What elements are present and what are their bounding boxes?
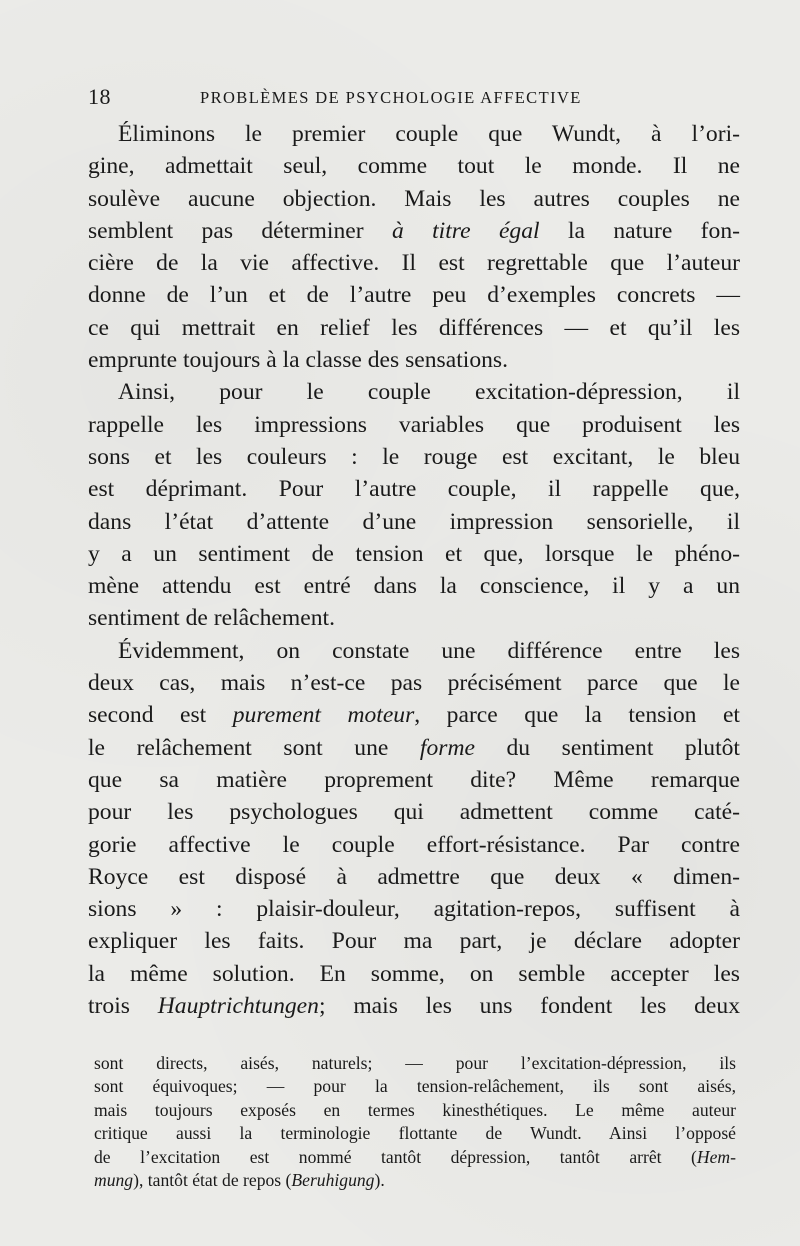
text-segment: deux cas, mais n’est-ce pas précisément parce que le (88, 670, 740, 697)
text-segment: sont directs, aisés, naturels; — pour l’excitation-dépression, ils (94, 1053, 736, 1073)
text-segment: second est (88, 702, 233, 729)
footnote-line (94, 1099, 736, 1122)
footnote-line (94, 1169, 736, 1192)
text-segment: expliquer les faits. Pour ma part, je déclare adopter (88, 928, 740, 955)
text-segment: cière de la vie affective. Il est regrettable que l’auteur (88, 250, 740, 277)
text-segment: le relâchement sont une (88, 734, 420, 761)
text-segment: sentiment de relâchement. (88, 605, 335, 632)
italic-text: Beruhigung (291, 1169, 375, 1190)
running-title: PROBLÈMES DE PSYCHOLOGIE AFFECTIVE (200, 88, 582, 107)
text-segment: Évidemment, on constate une différence entre les (118, 637, 740, 664)
text-segment: Royce est disposé à admettre que deux « dimen- (88, 863, 740, 890)
text-segment: Ainsi, pour le couple excitation-dépression, il (118, 379, 740, 406)
text-segment: y a un sentiment de tension et que, lorsque le phéno- (88, 540, 740, 567)
text-segment: sons et les couleurs : le rouge est excitant, le bleu (88, 443, 740, 470)
footnote-line (94, 1052, 736, 1075)
text-line (88, 829, 740, 861)
text-segment: ce qui mettrait en relief les différences — et qu’il les (88, 314, 740, 341)
text-segment: trois (88, 993, 158, 1020)
text-segment: est déprimant. Pour l’autre couple, il rappelle que, (88, 476, 740, 503)
text-segment: dans l’état d’attente d’une impression sensorielle, il (88, 508, 740, 535)
text-segment: mais toujours exposés en termes kinesthétiques. Le même auteur (94, 1099, 736, 1120)
text-segment: , parce que la tension et (414, 702, 740, 729)
text-line (88, 118, 740, 150)
text-line (88, 409, 740, 441)
text-line (88, 893, 740, 925)
text-segment: sions » : plaisir-douleur, agitation-repos, suffisent à (88, 896, 740, 923)
text-segment: la nature fon- (539, 217, 740, 244)
text-line (88, 538, 740, 570)
text-line (88, 441, 740, 473)
text-segment: gorie affective le couple effort-résistance. Par contre (88, 831, 740, 858)
text-line (88, 150, 740, 182)
text-line (88, 925, 740, 957)
text-segment: emprunte toujours à la classe des sensations. (88, 347, 508, 374)
italic-text: Hem- (696, 1146, 736, 1167)
text-segment: rappelle les impressions variables que produisent les (88, 411, 740, 438)
text-line (88, 215, 740, 247)
text-segment: du sentiment plutôt (474, 734, 740, 761)
text-line (88, 506, 740, 538)
text-segment: la même solution. En somme, on semble accepter les (88, 960, 740, 987)
text-segment: Éliminons le premier couple que Wundt, à l’ori- (118, 121, 740, 147)
main-text (88, 118, 740, 1022)
text-line (88, 312, 740, 344)
text-line (88, 796, 740, 828)
text-line (88, 247, 740, 279)
text-segment: pour les psychologues qui admettent comme caté- (88, 799, 740, 826)
text-segment: gine, admettait seul, comme tout le monde. Il ne (88, 153, 740, 180)
italic-text: Hauptrichtungen (157, 993, 319, 1020)
text-line (88, 473, 740, 505)
text-segment: mène attendu est entré dans la conscience, il y a un (88, 573, 740, 600)
text-line (88, 635, 740, 667)
italic-text: purement moteur (232, 702, 415, 729)
text-line (88, 958, 740, 990)
text-line (88, 990, 740, 1022)
text-segment: soulève aucune objection. Mais les autres couples ne (88, 185, 740, 212)
text-line (88, 570, 740, 602)
italic-text: forme (419, 734, 475, 761)
text-line (88, 699, 740, 731)
text-line (88, 861, 740, 893)
text-segment: ; mais les uns fondent les deux (318, 993, 740, 1020)
text-segment: donne de l’un et de l’autre peu d’exemples concrets — (88, 282, 740, 309)
text-line (88, 602, 740, 634)
text-segment: sont équivoques; — pour la tension-relâchement, ils sont aisés, (94, 1076, 736, 1097)
text-segment: ), tantôt état de repos ( (133, 1169, 292, 1190)
footnote-line (94, 1075, 736, 1098)
text-line (88, 183, 740, 215)
text-line (88, 376, 740, 408)
text-line (88, 764, 740, 796)
text-segment: ). (374, 1169, 385, 1190)
running-head (88, 84, 728, 108)
footnote-line (94, 1122, 736, 1145)
footnote (94, 1052, 736, 1192)
footnote-line (94, 1146, 736, 1169)
text-segment: de l’excitation est nommé tantôt dépression, tantôt arrêt ( (94, 1146, 697, 1167)
text-line (88, 732, 740, 764)
text-segment: semblent pas déterminer (88, 217, 392, 244)
text-line (88, 667, 740, 699)
text-line (88, 344, 740, 376)
text-line (88, 279, 740, 311)
text-segment: que sa matière proprement dite? Même remarque (88, 766, 740, 793)
italic-text: à titre égal (391, 217, 540, 244)
text-segment: critique aussi la terminologie flottante de Wundt. Ainsi l’opposé (94, 1123, 736, 1144)
italic-text: mung (94, 1169, 134, 1190)
page-number: 18 (88, 84, 111, 109)
